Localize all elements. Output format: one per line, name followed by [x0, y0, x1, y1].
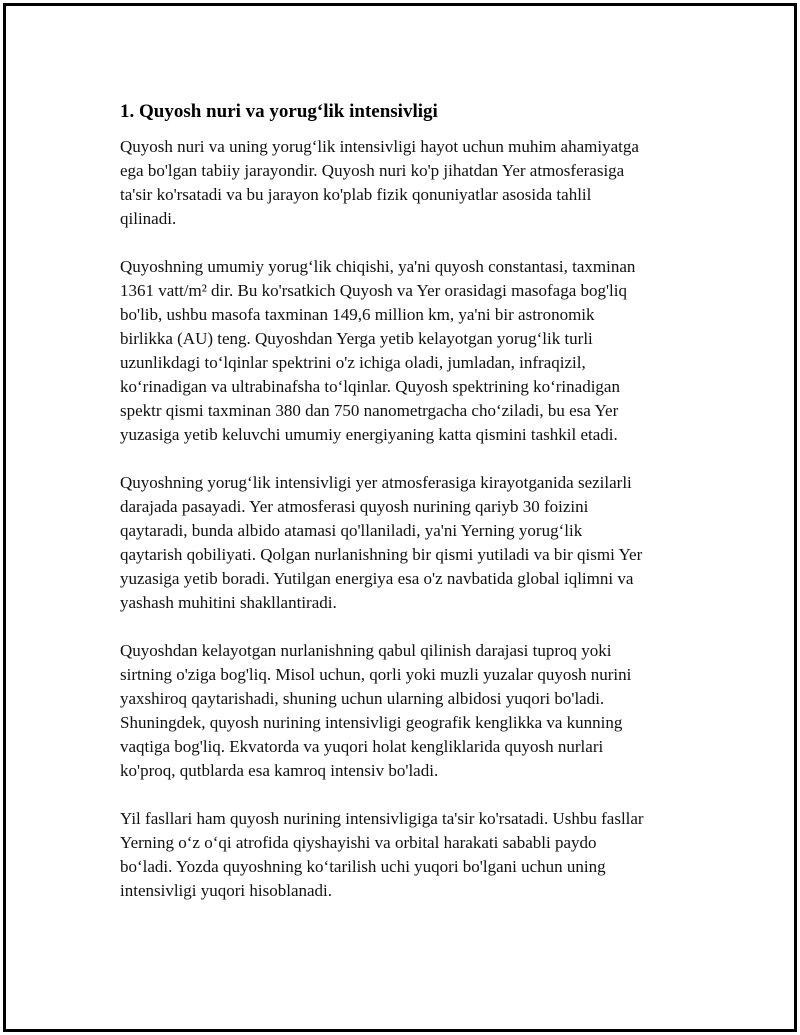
- text-line: uzunlikdagi to‘lqinlar spektrini o'z ichiga oladi, jumladan, infraqizil,: [120, 353, 586, 372]
- text-line: ko'proq, qutblarda esa kamroq intensiv bo'ladi.: [120, 761, 439, 780]
- text-line: qaytarish qobiliyati. Qolgan nurlanishning bir qismi yutiladi va bir qismi Yer: [120, 545, 643, 564]
- text-line: vaqtiga bog'liq. Ekvatorda va yuqori holat kengliklarida quyosh nurlari: [120, 737, 604, 756]
- text-line: ega bo'lgan tabiiy jarayondir. Quyosh nuri ko'p jihatdan Yer atmosferasiga: [120, 161, 625, 180]
- text-line: yuzasiga yetib boradi. Yutilgan energiya esa o'z navbatida global iqlimni va: [120, 569, 634, 588]
- text-line: ko‘rinadigan va ultrabinafsha to‘lqinlar. Quyosh spektrining ko‘rinadigan: [120, 377, 620, 396]
- text-line: Quyoshning yorug‘lik intensivligi yer atmosferasiga kirayotganida sezilarli: [120, 473, 632, 492]
- text-line: ta'sir ko'rsatadi va bu jarayon ko'plab fizik qonuniyatlar asosida tahlil: [120, 185, 592, 204]
- paragraph-5: [120, 807, 700, 903]
- paragraph-3: [120, 471, 700, 615]
- paragraph-4: [120, 639, 700, 783]
- text-line: Shuningdek, quyosh nurining intensivligi geografik kenglikka va kunning: [120, 713, 623, 732]
- text-line: spektr qismi taxminan 380 dan 750 nanometrgacha cho‘ziladi, bu esa Yer: [120, 401, 619, 420]
- text-line: darajada pasayadi. Yer atmosferasi quyosh nurining qariyb 30 foizini: [120, 497, 589, 516]
- text-line: Quyoshning umumiy yorug‘lik chiqishi, ya'ni quyosh constantasi, taxminan: [120, 257, 636, 276]
- text-line: Yerning o‘z o‘qi atrofida qiyshayishi va orbital harakati sababli paydo: [120, 833, 597, 852]
- text-line: bo‘ladi. Yozda quyoshning ko‘tarilish uchi yuqori bo'lgani uchun uning: [120, 857, 606, 876]
- text-line: yashash muhitini shakllantiradi.: [120, 593, 337, 612]
- text-line: birlikka (AU) teng. Quyoshdan Yerga yetib kelayotgan yorug‘lik turli: [120, 329, 593, 348]
- text-line: Yil fasllari ham quyosh nurining intensivligiga ta'sir ko'rsatadi. Ushbu fasllar: [120, 809, 644, 828]
- text-line: 1361 vatt/m² dir. Bu ko'rsatkich Quyosh va Yer orasidagi masofaga bog'liq: [120, 281, 627, 300]
- text-line: yaxshiroq qaytarishadi, shuning uchun ularning albidosi yuqori bo'ladi.: [120, 689, 605, 708]
- paragraph-2: [120, 255, 700, 447]
- text-line: Quyosh nuri va uning yorug‘lik intensivligi hayot uchun muhim ahamiyatga: [120, 137, 639, 156]
- page-frame: [3, 3, 797, 1032]
- text-line: Quyoshdan kelayotgan nurlanishning qabul qilinish darajasi tuproq yoki: [120, 641, 612, 660]
- text-line: bo'lib, ushbu masofa taxminan 149,6 million km, ya'ni bir astronomik: [120, 305, 595, 324]
- document-body: [120, 99, 700, 927]
- text-line: qilinadi.: [120, 209, 177, 228]
- text-line: sirtning o'ziga bog'liq. Misol uchun, qorli yoki muzli yuzalar quyosh nurini: [120, 665, 632, 684]
- paragraph-1: [120, 135, 700, 231]
- text-line: yuzasiga yetib keluvchi umumiy energiyaning katta qismini tashkil etadi.: [120, 425, 618, 444]
- text-line: intensivligi yuqori hisoblanadi.: [120, 881, 333, 900]
- section-heading: 1. Quyosh nuri va yorug‘lik intensivligi: [120, 101, 438, 122]
- text-line: qaytaradi, bunda albido atamasi qo'llaniladi, ya'ni Yerning yorug‘lik: [120, 521, 583, 540]
